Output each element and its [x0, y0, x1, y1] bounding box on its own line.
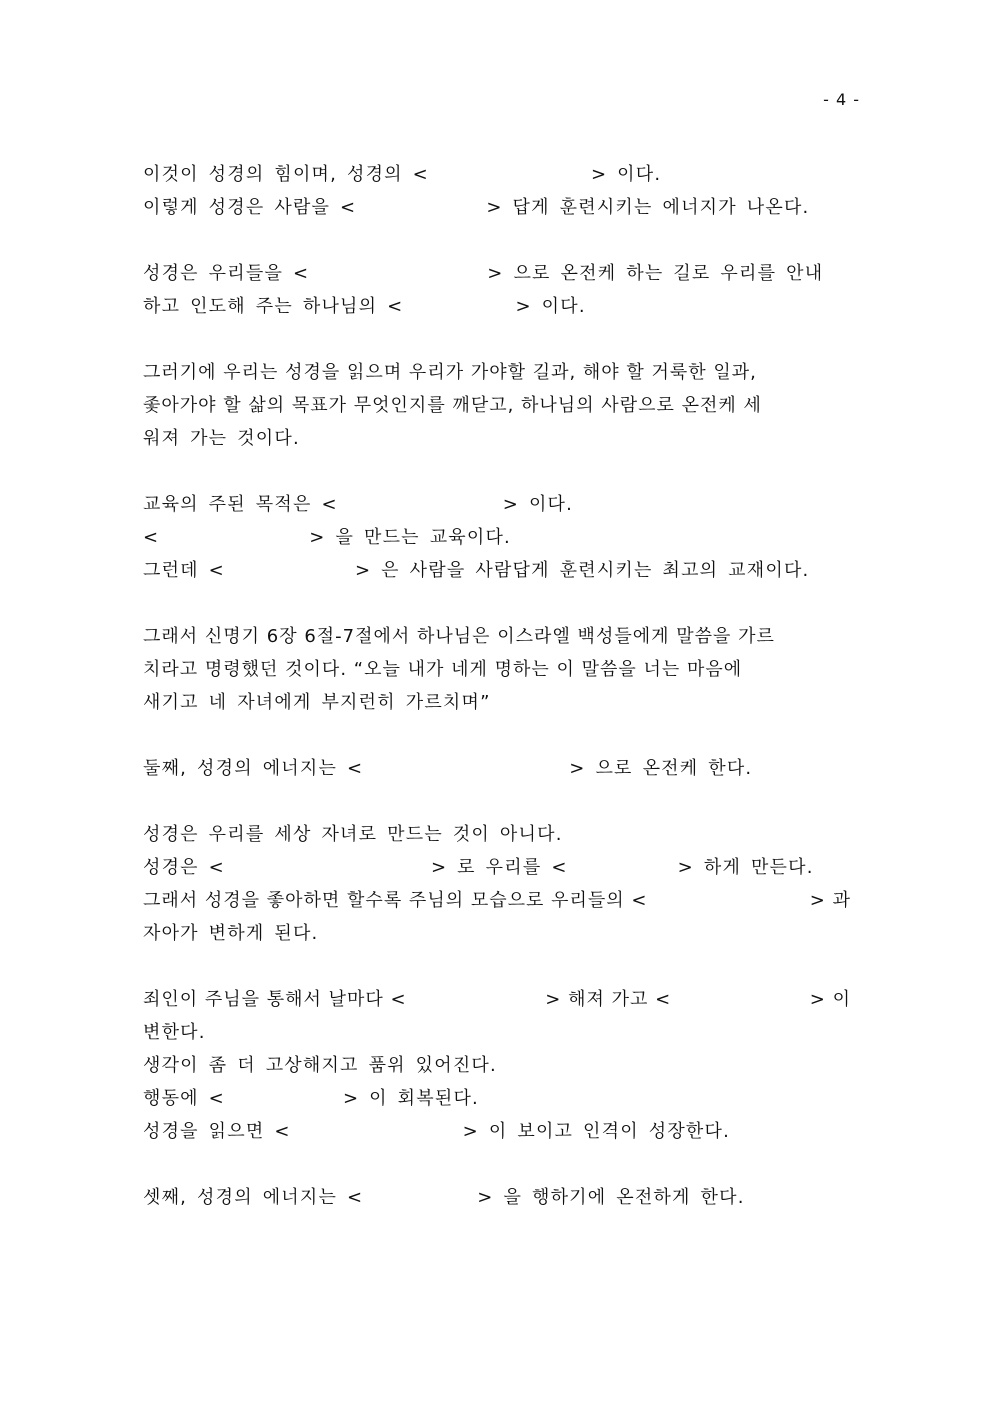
text-line — [143, 820, 563, 850]
text-line — [143, 754, 752, 784]
line-text: > 으로 온전케 하는 길로 우리를 안내 — [487, 263, 824, 284]
text-line — [143, 622, 851, 652]
line-text: 좇아가야 할 삶의 목표가 무엇인지를 깨닫고, 하나님의 사람으로 온전케 세 — [143, 395, 762, 416]
line-text: 그런데 < — [143, 560, 225, 581]
line-text: 죄인이 주님을 통해서 날마다 < — [143, 989, 407, 1010]
line-text: > 로 우리를 < — [430, 857, 568, 878]
line-text: 그러기에 우리는 성경을 읽으며 우리가 가야할 길과, 해야 할 거룩한 일과, — [143, 362, 757, 383]
line-text: > 이다. — [502, 494, 574, 515]
line-text: 생각이 좀 더 고상해지고 품위 있어진다. — [143, 1055, 497, 1076]
line-text: 성경은 우리들을 < — [143, 263, 310, 284]
line-text: 그래서 성경을 좋아하면 할수록 주님의 모습으로 우리들의 < — [143, 890, 648, 911]
text-line — [143, 556, 809, 586]
line-text: > 이 보이고 인격이 성장한다. — [462, 1121, 731, 1142]
line-text: 성경을 읽으면 < — [143, 1121, 291, 1142]
line-text: 변한다. — [143, 1022, 206, 1043]
text-line — [143, 193, 809, 223]
line-text: > 으로 온전케 한다. — [569, 758, 753, 779]
line-text: 자아가 변하게 된다. — [143, 923, 319, 944]
line-text: 교육의 주된 목적은 < — [143, 494, 338, 515]
line-text: 성경은 우리를 세상 자녀로 만드는 것이 아니다. — [143, 824, 563, 845]
line-text: 행동에 < — [143, 1088, 225, 1109]
document-body — [143, 0, 853, 1403]
line-text: 셋째, 성경의 에너지는 < — [143, 1187, 364, 1208]
text-line — [143, 523, 511, 553]
text-line — [143, 853, 814, 883]
page-number: - 4 - — [823, 90, 860, 109]
line-text: 성경은 < — [143, 857, 225, 878]
text-line — [143, 1183, 745, 1213]
text-line — [143, 424, 300, 454]
line-text: 둘째, 성경의 에너지는 < — [143, 758, 364, 779]
text-line — [143, 1117, 730, 1147]
text-line — [143, 358, 851, 388]
line-text: 이것이 성경의 힘이며, 성경의 < — [143, 164, 429, 185]
line-text: > 을 만드는 교육이다. — [309, 527, 511, 548]
text-line — [143, 1084, 479, 1114]
text-line — [143, 985, 851, 1015]
line-text: 하고 인도해 주는 하나님의 < — [143, 296, 404, 317]
text-line — [143, 259, 823, 289]
text-line — [143, 160, 661, 190]
text-line — [143, 688, 491, 718]
line-text: 워져 가는 것이다. — [143, 428, 300, 449]
text-line — [143, 919, 318, 949]
text-line — [143, 1051, 497, 1081]
text-line — [143, 655, 851, 685]
text-line — [143, 490, 573, 520]
line-text: > 이다. — [590, 164, 662, 185]
line-text: > 은 사람을 사람답게 훈련시키는 최고의 교재이다. — [354, 560, 810, 581]
line-text: 이렇게 성경은 사람을 < — [143, 197, 357, 218]
line-text: > 을 행하기에 온전하게 한다. — [477, 1187, 745, 1208]
text-line — [143, 886, 851, 916]
line-text: 치라고 명령했던 것이다. “오늘 내가 네게 명하는 이 말씀을 너는 마음에 — [143, 659, 743, 680]
line-text: > 하게 만든다. — [677, 857, 814, 878]
text-line — [143, 391, 851, 421]
line-text: > 해져 가고 < — [545, 989, 672, 1010]
line-text: > 이 — [809, 989, 851, 1010]
line-text: > 과 — [809, 890, 851, 911]
line-text: > 이 회복된다. — [342, 1088, 479, 1109]
line-text: > 이다. — [515, 296, 586, 317]
line-text: < — [143, 527, 160, 548]
line-text: 그래서 신명기 6장 6절-7절에서 하나님은 이스라엘 백성들에게 말씀을 가르 — [143, 626, 775, 647]
line-text: > 답게 훈련시키는 에너지가 나온다. — [486, 197, 810, 218]
text-line — [143, 1018, 206, 1048]
line-text: 새기고 네 자녀에게 부지런히 가르치며” — [143, 692, 491, 713]
text-line — [143, 292, 586, 322]
